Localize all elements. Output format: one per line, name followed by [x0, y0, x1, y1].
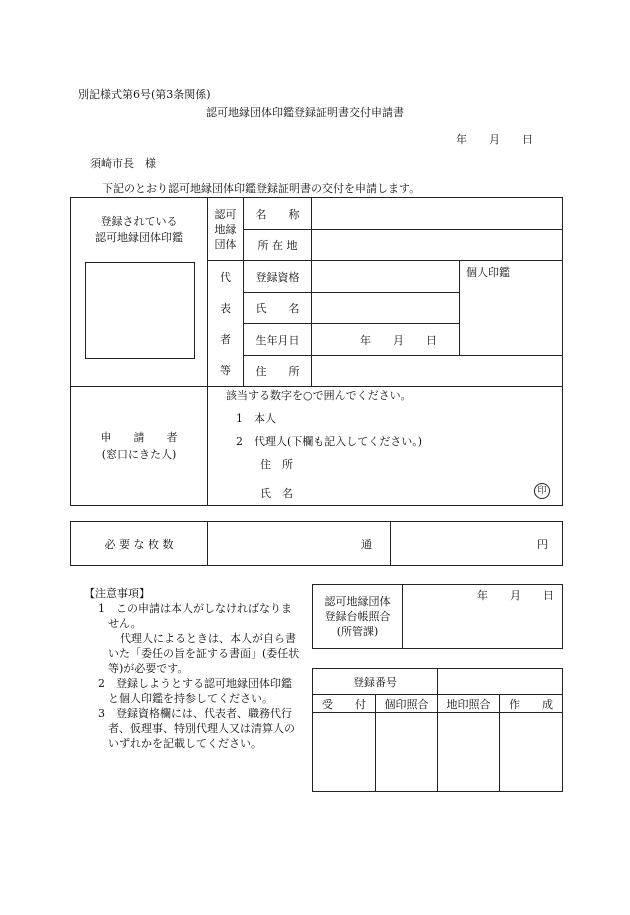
applicant-cell: [71, 387, 208, 506]
birth-date-field[interactable]: 年 月 日: [312, 324, 460, 356]
note-line: いずれかを記載してください。: [108, 737, 262, 750]
note-line: 1 この申請は本人がしなければなりま: [98, 602, 292, 615]
reg-no-field[interactable]: [438, 669, 563, 695]
applicant-detail-cell: [208, 387, 563, 506]
application-table: [70, 197, 563, 506]
birth-label: 生年月日: [244, 324, 312, 356]
note-line: 2 登録しようとする認可地縁団体印鑑: [98, 677, 292, 690]
header-personal-seal-check: 個印照合: [376, 695, 438, 713]
fee-field[interactable]: 円: [391, 522, 563, 566]
addressee: 須崎市長 様: [90, 157, 156, 170]
registered-seal-cell: [71, 198, 208, 387]
rep-name-field[interactable]: [312, 293, 460, 324]
form-title: 認可地縁団体印鑑登録証明書交付申請書: [206, 106, 404, 119]
name-label: 名 称: [244, 198, 312, 230]
option-agent[interactable]: 2 代理人(下欄も記入してください。): [236, 435, 423, 448]
intro-text: 下記のとおり認可地縁団体印鑑登録証明書の交付を申請します。: [102, 182, 421, 195]
note-line: と個人印鑑を持参してください。: [108, 692, 273, 705]
notes-heading: 【注意事項】: [84, 587, 150, 600]
option-self[interactable]: 1 本人: [236, 412, 276, 425]
personal-seal-cell[interactable]: [460, 261, 563, 356]
rep-char-2: 表: [220, 301, 231, 315]
form-number: 別記様式第6号(第3条関係): [78, 88, 211, 101]
rep-char-3: 者: [220, 332, 231, 346]
copies-count-field[interactable]: 通: [208, 522, 391, 566]
ledger-check-table: [312, 584, 563, 649]
rep-address-label: 住 所: [244, 356, 312, 387]
applicant-sub: (窓口にきた人): [101, 448, 177, 461]
personal-seal-check-field[interactable]: [376, 713, 438, 792]
registered-seal-label: 登録されている 認可地縁団体印鑑: [95, 215, 183, 244]
group-label: 認可 地縁 団体: [208, 198, 244, 261]
office-use-table: [312, 668, 563, 792]
group-address-field[interactable]: [312, 230, 563, 261]
note-line: 等)が必要です。: [108, 662, 189, 675]
rep-name-label: 氏 名: [244, 293, 312, 324]
reg-no-label: 登録番号: [313, 669, 438, 695]
date-line[interactable]: 年 月 日: [456, 133, 533, 146]
ledger-check-label: 認可地縁団体 登録台帳照合 (所管課): [313, 585, 403, 649]
reception-stamp-field[interactable]: [313, 713, 376, 792]
rep-address-field[interactable]: [312, 356, 563, 387]
address-label: 所 在 地: [244, 230, 312, 261]
qualification-field[interactable]: [312, 261, 460, 293]
qualification-label: 登録資格: [244, 261, 312, 293]
note-line: いた「委任の旨を証する書面」(委任状: [108, 647, 300, 660]
seal-impression-box[interactable]: [85, 262, 195, 359]
header-creation: 作 成: [500, 695, 563, 713]
note-line: 3 登録資格欄には、代表者、職務代行: [98, 707, 292, 720]
rep-char-4: 等: [220, 363, 231, 377]
group-seal-check-field[interactable]: [438, 713, 500, 792]
applicant-label: 申 請 者: [100, 431, 178, 444]
note-line: せん。: [108, 617, 142, 630]
note-line: 者、仮理事、特別代理人又は清算人の: [108, 722, 295, 735]
instruction-text: 該当する数字を○で囲んでください。: [226, 389, 412, 402]
personal-seal-label: 個人印鑑: [466, 266, 510, 279]
seal-mark-icon: 印: [534, 483, 550, 499]
agent-name-label: 氏 名: [260, 487, 293, 500]
copies-label: 必 要 な 枚 数: [71, 522, 208, 566]
header-reception: 受 付: [313, 695, 376, 713]
group-name-field[interactable]: [312, 198, 563, 230]
copies-table: [70, 521, 563, 566]
header-group-seal-check: 地印照合: [438, 695, 500, 713]
notes-section: [84, 586, 299, 751]
agent-address-label: 住 所: [260, 458, 293, 471]
ledger-date-field[interactable]: 年 月 日: [403, 585, 563, 649]
representative-label: [208, 261, 244, 387]
creation-stamp-field[interactable]: [500, 713, 563, 792]
rep-char-1: 代: [220, 270, 231, 284]
note-line: 代理人によるときは、本人が自ら書: [120, 632, 296, 645]
